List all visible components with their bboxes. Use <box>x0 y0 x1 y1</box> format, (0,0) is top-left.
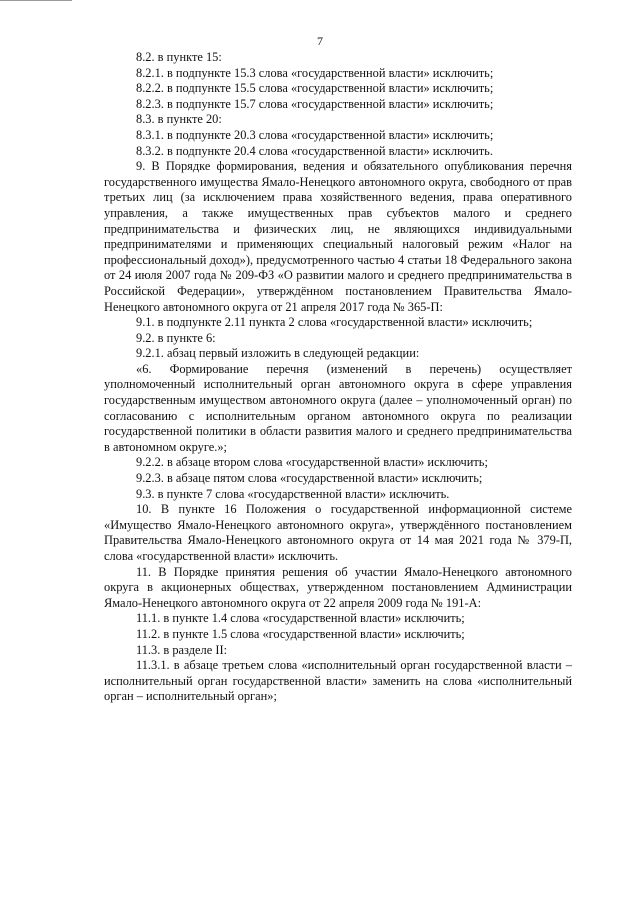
paragraph-9-2-1: 9.2.1. абзац первый изложить в следующей редакции: <box>136 346 420 361</box>
paragraph-8-2-3: 8.2.3. в подпункте 15.7 слова «государственной власти» исключить; <box>136 96 494 111</box>
paragraph-9-1: 9.1. в подпункте 2.11 пункта 2 слова «государственной власти» исключить; <box>136 315 533 330</box>
page-number: 7 <box>317 34 323 48</box>
paragraph-9: 9. В Порядке формирования, ведения и обязательного опубликования перечня государственного имущества Ямало-Ненецкого автономного округа, свободного от прав третьих лиц (за исключением права хозяйственного ведения, права оперативного управления, а также имущественных прав субъектов малого и среднего предпринимательства и физических лиц, не являющихся индивидуальными предпринимателями и применяющих специальный налоговый режим «Налог на профессиональный доход»), предусмотренного частью 4 статьи 18 Федерального закона от 24 июля 2007 года № 209-ФЗ «О развитии малого и среднего предпринимательства в Российской Федерации», утверждённом постановлением Правительства Ямало-Ненецкого автономного округа от 21 апреля 2017 года № 365-П: <box>104 159 572 314</box>
paragraph-11-2: 11.2. в пункте 1.5 слова «государственной власти» исключить; <box>136 626 465 641</box>
paragraph-9-2-3: 9.2.3. в абзаце пятом слова «государственной власти» исключить; <box>136 471 483 486</box>
paragraph-8-2-2: 8.2.2. в подпункте 15.5 слова «государственной власти» исключить; <box>136 81 494 96</box>
corner-scan-mark <box>0 0 72 1</box>
paragraph-8-2-1: 8.2.1. в подпункте 15.3 слова «государственной власти» исключить; <box>136 65 494 80</box>
paragraph-8-3-1: 8.3.1. в подпункте 20.3 слова «государственной власти» исключить; <box>136 127 494 142</box>
document-body <box>104 50 572 705</box>
paragraph-11-3-1: 11.3.1. в абзаце третьем слова «исполнительный орган государственной власти – исполнительный орган государственной власти» заменить на слова «исполнительный орган – исполнительный орган»; <box>104 658 572 704</box>
paragraph-9-2-1-text: «6. Формирование перечня (изменений в перечень) осуществляет уполномоченный исполнительный орган автономного округа в сфере управления государственным имуществом автономного округа (далее – уполномоченный орган) по согласованию с исполнительным органом автономного округа по реализации государственной политики в области развития малого и среднего предпринимательства в автономном округе.»; <box>104 361 572 454</box>
paragraph-10: 10. В пункте 16 Положения о государственной информационной системе «Имущество Ямало-Ненецкого автономного округа», утверждённого постановлением Правительства Ямало-Ненецкого автономного округа от 14 мая 2021 года № 379-П, слова «государственной власти» исключить. <box>104 502 572 563</box>
paragraph-11-3: 11.3. в разделе II: <box>136 642 228 657</box>
paragraph-11: 11. В Порядке принятия решения об участии Ямало-Ненецкого автономного округа в акционерных обществах, утвержденном постановлением Администрации Ямало-Ненецкого автономного округа от 22 апреля 2009 года № 191-А: <box>104 564 572 610</box>
paragraph-9-2: 9.2. в пункте 6: <box>136 330 216 345</box>
paragraph-11-1: 11.1. в пункте 1.4 слова «государственной власти» исключить; <box>136 611 465 626</box>
paragraph-8-2: 8.2. в пункте 15: <box>136 50 222 64</box>
paragraph-9-2-2: 9.2.2. в абзаце втором слова «государственной власти» исключить; <box>136 455 488 470</box>
paragraph-8-3: 8.3. в пункте 20: <box>136 112 222 127</box>
paragraph-8-3-2: 8.3.2. в подпункте 20.4 слова «государственной власти» исключить. <box>136 143 493 158</box>
paragraph-9-3: 9.3. в пункте 7 слова «государственной власти» исключить. <box>136 486 450 501</box>
